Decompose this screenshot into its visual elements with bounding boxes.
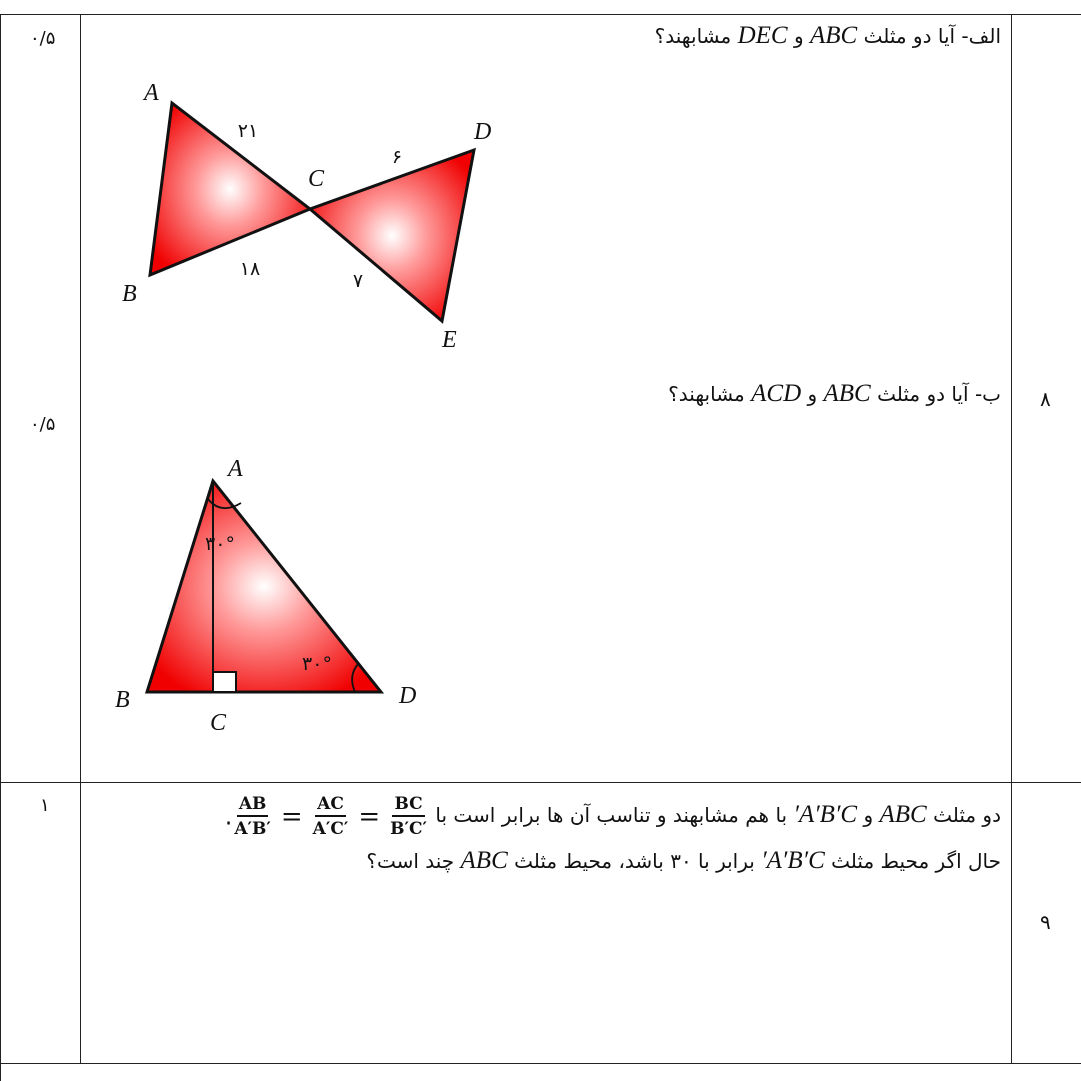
equals-sign: = — [280, 801, 303, 832]
q8b-suffix: مشابهند؟ — [668, 382, 745, 406]
q8a-conj: و — [793, 24, 804, 48]
q9-mid: با هم مشابهند و تناسب آن ها برابر است با — [435, 803, 788, 827]
score-q8b: ۰/۵ — [30, 414, 56, 435]
proportion — [225, 786, 429, 846]
label-c-fig-a: C — [308, 166, 325, 192]
q9-conj: و — [863, 803, 874, 827]
q9-tri2: A′B′C′ — [793, 801, 858, 828]
angle-a-value: ۳۰° — [205, 533, 235, 555]
label-c-fig-b: C — [210, 710, 227, 736]
label-d-fig-a: D — [474, 119, 492, 145]
q9-prefix: دو مثلث — [933, 803, 1001, 827]
q9-line2-suffix: چند است؟ — [366, 849, 455, 873]
q9-tri1: ABC — [879, 801, 927, 828]
q9-line2-tri: A′B′C′ — [761, 847, 825, 874]
fraction-ab-denominator: A′B′ — [234, 818, 271, 839]
fraction-ab — [232, 793, 273, 841]
label-a-fig-b: A — [228, 456, 243, 482]
q9-line2-tri2: ABC — [460, 847, 508, 874]
end-dot: . — [224, 802, 233, 831]
fraction-ac-denominator: A′C′ — [312, 818, 349, 839]
q8b-conj: و — [807, 382, 818, 406]
side-ce-length: ۷ — [352, 270, 364, 292]
equals-sign: = — [358, 801, 381, 832]
label-b-fig-b: B — [115, 687, 130, 713]
label-b-fig-a: B — [122, 281, 137, 307]
question-number-8: ۸ — [1040, 387, 1051, 411]
label-e-fig-a: E — [442, 327, 457, 353]
q8a-suffix: مشابهند؟ — [654, 24, 732, 48]
question-number-9: ۹ — [1040, 910, 1051, 934]
q9-line2-prefix: حال اگر محیط مثلث — [831, 849, 1001, 873]
q8a-prefix: الف- آیا دو مثلث — [863, 24, 1001, 48]
fraction-bc-numerator: BC — [392, 793, 424, 817]
q9-line2 — [366, 847, 1001, 875]
label-a-fig-a: A — [144, 80, 159, 106]
fraction-ac-numerator: AC — [315, 793, 346, 817]
q8a-tri1: ABC — [809, 22, 858, 49]
side-cd-length: ۶ — [391, 146, 403, 168]
side-bc-length: ۱۸ — [239, 258, 261, 280]
q9-line2-mid: برابر با ۳۰ باشد، محیط مثلث — [514, 849, 755, 873]
score-q8a: ۰/۵ — [30, 28, 56, 49]
side-ac-length: ۲۱ — [237, 120, 259, 142]
fraction-bc-denominator: B′C′ — [390, 818, 428, 839]
q8a-tri2: DEC — [737, 22, 788, 49]
q8b-tri1: ABC — [823, 380, 871, 407]
fraction-ab-numerator: AB — [237, 793, 269, 817]
q8b-tri2: ACD — [751, 380, 802, 407]
score-q9: ۱ — [40, 795, 50, 816]
fraction-ac — [311, 793, 351, 841]
right-angle-marker — [213, 672, 236, 692]
fraction-bc — [388, 793, 429, 841]
q9-line1 — [225, 786, 1001, 846]
triangle-dec-fig-a — [310, 150, 474, 321]
angle-d-value: ۳۰° — [302, 653, 332, 675]
label-d-fig-b: D — [399, 683, 417, 709]
q8b-prefix: ب- آیا دو مثلث — [877, 382, 1001, 406]
